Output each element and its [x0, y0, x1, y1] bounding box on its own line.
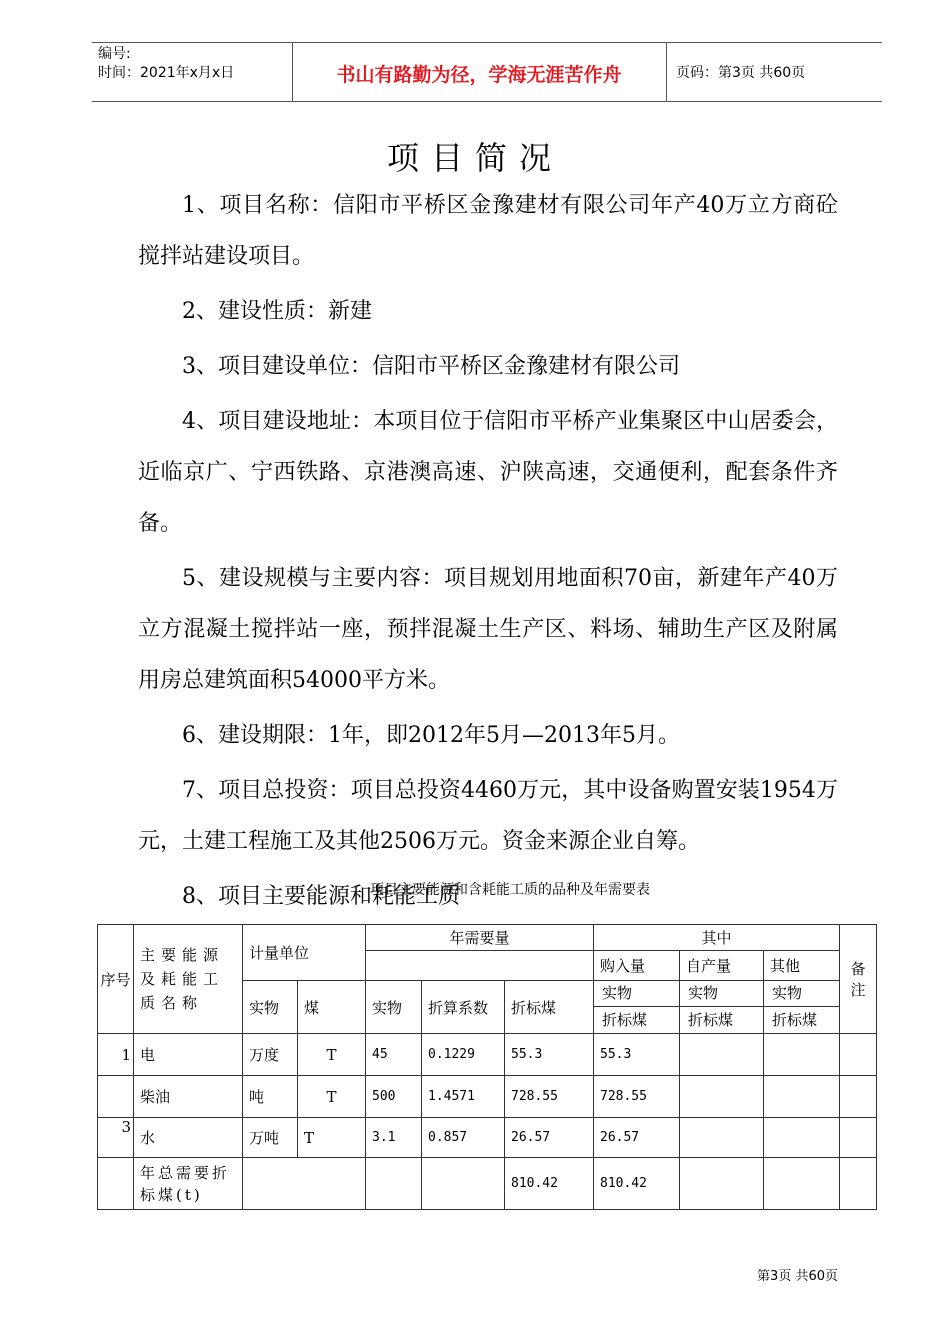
- header-purchase: 购入量: [594, 951, 680, 981]
- row-physical: 3.1: [366, 1118, 422, 1158]
- page-header: [92, 42, 882, 102]
- row-unit: 万度: [243, 1034, 298, 1076]
- row-purchase: 728.55: [594, 1076, 680, 1118]
- sub-physical: 实物: [764, 981, 839, 1007]
- header-std-coal: 折标煤: [505, 981, 594, 1034]
- purchase-sub: [594, 981, 680, 1034]
- paragraph: 6、建设期限：1年，即2012年5月—2013年5月。: [182, 723, 680, 748]
- paragraph: 1、项目名称：信阳市平桥区金豫建材有限公司年产40万立方商砼搅拌站建设项目。: [138, 193, 838, 269]
- paragraph: 8、项目主要能源和耗能工质: [182, 884, 460, 909]
- row-name: 电: [134, 1034, 243, 1076]
- row-coef: 0.857: [422, 1118, 505, 1158]
- sub-physical: 实物: [680, 981, 763, 1007]
- paragraph: 2、建设性质：新建: [182, 299, 372, 324]
- serial-label: 编号:: [98, 46, 131, 62]
- row-coal-unit: T: [298, 1034, 366, 1076]
- table-total-row: [98, 1158, 877, 1210]
- row-physical: 45: [366, 1034, 422, 1076]
- row-physical: 500: [366, 1076, 422, 1118]
- header-self-produced: 自产量: [680, 951, 764, 981]
- total-physical: [366, 1158, 422, 1210]
- row-coal-unit: T: [298, 1076, 366, 1118]
- paragraph: 4、项目建设地址：本项目位于信阳市平桥产业集聚区中山居委会，近临京广、宁西铁路、京港澳高速、沪陕高速，交通便利，配套条件齐备。: [138, 409, 838, 536]
- row-unit: 万吨: [243, 1118, 298, 1158]
- total-unit: [243, 1158, 366, 1210]
- row-std-coal: 728.55: [505, 1076, 594, 1118]
- row-coef: 0.1229: [422, 1034, 505, 1076]
- total-other: [764, 1158, 840, 1210]
- time-label: 时间：2021年x月x日: [98, 65, 235, 81]
- table-row: [98, 1076, 877, 1118]
- row-self: [680, 1118, 764, 1158]
- self-sub: [680, 981, 764, 1034]
- header-motto: 书山有路勤为径，学海无涯苦作舟: [336, 64, 622, 86]
- total-label: 年总需要折标煤(t): [134, 1158, 243, 1210]
- row-std-coal: 55.3: [505, 1034, 594, 1076]
- row-other: [764, 1076, 840, 1118]
- other-sub: [764, 981, 840, 1034]
- header-coef: 折算系数: [422, 981, 505, 1034]
- header-divider: [666, 43, 667, 101]
- header-unit: 计量单位: [243, 925, 366, 981]
- table-caption: 项目主要能源和含耗能工质的品种及年需要表: [370, 882, 650, 898]
- row-other: [764, 1034, 840, 1076]
- row-remark: [840, 1118, 877, 1158]
- header-page-number: 页码：第3页 共60页: [676, 65, 806, 81]
- header-physical: 实物: [243, 981, 298, 1034]
- total-seq: [98, 1158, 134, 1210]
- row-self: [680, 1076, 764, 1118]
- row-self: [680, 1034, 764, 1076]
- row-seq: 1: [98, 1034, 134, 1076]
- total-coef: [422, 1158, 505, 1210]
- header-physical: 实物: [366, 981, 422, 1034]
- header-remark: 备注: [840, 925, 877, 1034]
- table-row: [98, 1034, 877, 1076]
- row-remark: [840, 1034, 877, 1076]
- header-divider: [292, 43, 293, 101]
- header-coal: 煤: [298, 981, 366, 1034]
- row-seq: 3: [98, 1118, 134, 1158]
- page-title: 项目简况: [386, 139, 563, 177]
- row-remark: [840, 1076, 877, 1118]
- header-annual: 年需要量: [366, 925, 594, 951]
- sub-std-coal: 折标煤: [772, 1011, 818, 1029]
- paragraph: 5、建设规模与主要内容：项目规划用地面积70亩，新建年产40万立方混凝土搅拌站一座，预拌混凝土生产区、料场、辅助生产区及附属用房总建筑面积54000平方米。: [138, 566, 838, 693]
- sub-std-coal: 折标煤: [688, 1011, 734, 1029]
- body-text: [138, 180, 838, 922]
- row-coal-unit: T: [298, 1118, 366, 1158]
- header-among: 其中: [594, 925, 840, 951]
- total-self: [680, 1158, 764, 1210]
- row-purchase: 26.57: [594, 1118, 680, 1158]
- row-coef: 1.4571: [422, 1076, 505, 1118]
- row-name: 柴油: [134, 1076, 243, 1118]
- paragraph: 3、项目建设单位：信阳市平桥区金豫建材有限公司: [182, 354, 680, 379]
- row-other: [764, 1118, 840, 1158]
- page-footer: 第3页 共60页: [757, 1269, 838, 1284]
- total-std-coal: 810.42: [505, 1158, 594, 1210]
- sub-std-coal: 折标煤: [602, 1011, 648, 1029]
- row-seq: [98, 1076, 134, 1118]
- total-remark: [840, 1158, 877, 1210]
- paragraph: 7、项目总投资：项目总投资4460万元，其中设备购置安装1954万元，土建工程施工及其他2506万元。资金来源企业自筹。: [138, 778, 838, 854]
- header-other: 其他: [764, 951, 840, 981]
- total-purchase: 810.42: [594, 1158, 680, 1210]
- header-meta: [98, 45, 234, 83]
- header-name: 主要能源及耗能工质名称: [134, 925, 243, 1034]
- header-seq: 序号: [98, 925, 134, 1034]
- row-purchase: 55.3: [594, 1034, 680, 1076]
- row-unit: 吨: [243, 1076, 298, 1118]
- energy-table: [97, 924, 877, 1210]
- table-row: [98, 1118, 877, 1158]
- annual-blank-cell: [366, 951, 594, 981]
- row-std-coal: 26.57: [505, 1118, 594, 1158]
- row-name: 水: [134, 1118, 243, 1158]
- sub-physical: 实物: [594, 981, 679, 1007]
